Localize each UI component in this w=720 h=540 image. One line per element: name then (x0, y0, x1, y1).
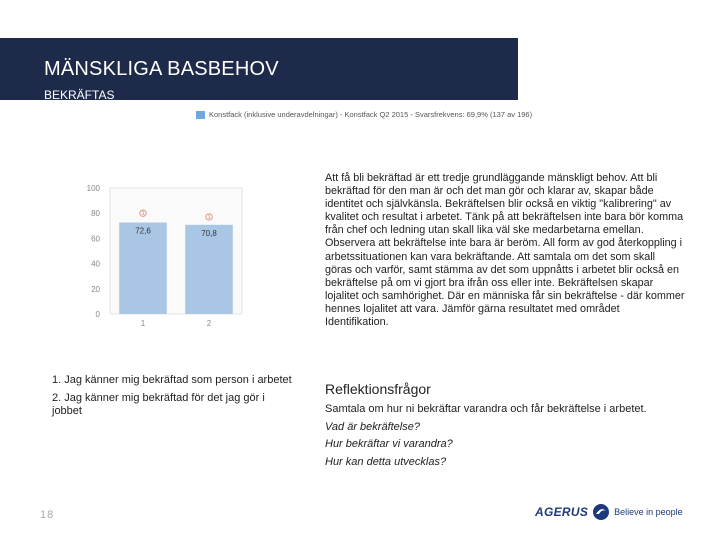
legend-swatch (196, 111, 205, 119)
page-subtitle: BEKRÄFTAS (44, 88, 115, 102)
y-tick-label: 60 (91, 234, 100, 244)
chart-legend (196, 110, 532, 119)
benchmark-marker-label: 1 (207, 214, 211, 221)
bar (185, 225, 233, 314)
reflection-heading: Reflektionsfrågor (325, 381, 431, 397)
x-tick-label: 2 (206, 319, 212, 328)
y-tick-label: 100 (86, 184, 100, 193)
bar (119, 223, 167, 314)
question-item: 2. Jag känner mig bekräftad för det jag gör i jobbet (52, 391, 265, 417)
reflection-question: Hur kan detta utvecklas? (325, 455, 447, 468)
logo-tagline: Believe in people (614, 507, 683, 517)
reflection-question: Hur bekräftar vi varandra? (325, 438, 453, 450)
page-number: 18 (40, 509, 55, 521)
y-tick-label: 0 (95, 310, 100, 319)
company-logo (535, 503, 683, 521)
y-tick-label: 20 (91, 284, 100, 294)
legend-text: Konstfack (inklusive underavdelningar) - Konstfack Q2 2015 - Svarsfrekvens: 69,9% (137 av 196) (209, 110, 533, 119)
bar-value-label: 72,6 (135, 226, 151, 236)
swirl-icon (592, 503, 610, 521)
description-paragraph: Att få bli bekräftad är ett tredje grundläggande mänskligt behov. Att bli bekräftad för den man är och det man gör och klarar av, skapar både identitet och självkänsla. Bekräftelsen blir också en viktig "kalibrering" av kvalitet och resultat i arbetet. Tänk på att bekräftelsen inte bara bör komma från chef och ledning utan skall lika väl ske medarbetarna emellan. Observera att bekräftelse inte bara är beröm. All form av god återkoppling i arbetssituationen kan vara bekräftande. Att samtala om det som skall göras och varför, samt stämma av det som uppnåtts i arbetet blir också en bekräftelse på om vi gjort bra ifrån oss eller inte. Bekräftelsen skapar lojalitet och samhörighet. Där en människa får sin bekräftelse - där kommer hennes lojalitet att vara. Jämför gärna resultatet med området Identifikation. (325, 172, 685, 329)
page-title: MÄNSKLIGA BASBEHOV (44, 58, 279, 80)
y-tick-label: 80 (91, 209, 100, 219)
question-list (52, 374, 292, 423)
header-banner (0, 38, 518, 100)
x-tick-label: 1 (140, 319, 146, 328)
bar-chart (70, 176, 250, 336)
reflection-intro: Samtala om hur ni bekräftar varandra och får bekräftelse i arbetet. (325, 403, 647, 415)
reflection-block (325, 401, 695, 471)
question-item: 1. Jag känner mig bekräftad som person i arbetet (52, 374, 292, 386)
bar-value-label: 70,8 (201, 228, 217, 238)
reflection-question: Vad är bekräftelse? (325, 420, 420, 433)
benchmark-marker-label: 1 (141, 211, 145, 218)
y-tick-label: 40 (91, 259, 100, 269)
logo-brand: AGERUS (535, 505, 589, 519)
